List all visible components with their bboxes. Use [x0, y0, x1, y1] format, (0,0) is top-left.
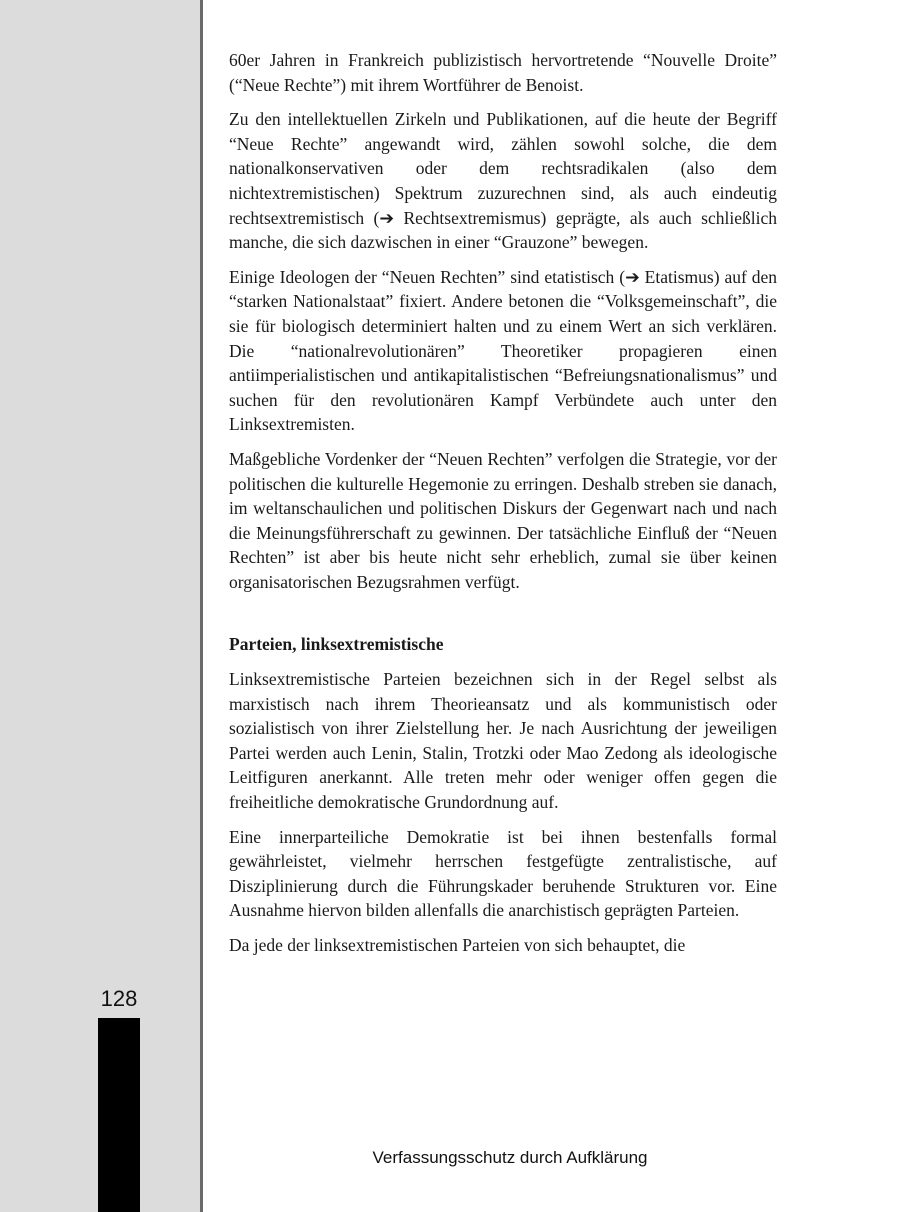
paragraph: Da jede der linksextremistischen Parteien von sich behauptet, die	[229, 935, 686, 955]
paragraph: Einige Ideologen der “Neuen Rechten” sind etatistisch (➔ Etatismus) auf den “starken Nationalstaat” fixiert. Andere betonen die “Volksgemeinschaft”, die sie für biologisch determiniert halten und zu einem Wert an sich verklären. Die “nationalrevolutionären” Theoretiker propagieren einen antiimperialistischen und antikapitalistischen “Befreiungsnationalismus” und suchen für den revolutionären Kampf Verbündete auch unter den Linksextremisten.	[229, 266, 777, 435]
paragraph: Linksextremistische Parteien bezeichnen sich in der Regel selbst als marxistisch nach ihrem Theorieansatz und als kommunistisch oder sozialistisch von ihrer Zielstellung her. Je nach Ausrichtung der jeweiligen Partei werden auch Lenin, Stalin, Trotzki oder Mao Zedong als ideologische Leitfiguren anerkannt. Alle treten mehr oder weniger offen gegen die freiheitliche demokratische Grundordnung auf.	[229, 669, 777, 813]
thumb-index-bar	[98, 1018, 140, 1212]
paragraph: Maßgebliche Vordenker der “Neuen Rechten” verfolgen die Strategie, vor der politischen die kulturelle Hegemonie zu erringen. Deshalb streben sie danach, im weltanschaulichen und politischen Diskurs der Gegenwart nach und nach die Meinungsführerschaft zu gewinnen. Der tatsächliche Einfluß der “Neuen Rechten” ist aber bis heute nicht sehr erheblich, zumal sie über keinen organisatorischen Bezugsrahmen verfügt.	[229, 448, 777, 592]
page-footer: Verfassungsschutz durch Aufklärung	[372, 1148, 648, 1167]
paragraph: Eine innerparteiliche Demokratie ist bei ihnen bestenfalls formal gewährleistet, vielmehr herrschen festgefügte zentralistische, auf Disziplinierung durch die Führungskader beruhende Strukturen vor. Eine Ausnahme hiervon bilden allenfalls die anarchistisch geprägten Parteien.	[229, 826, 777, 921]
page-number: 128	[100, 986, 138, 1011]
page-body	[229, 48, 777, 968]
paragraph: 60er Jahren in Frankreich publizistisch hervortretende “Nouvelle Droite” (“Neue Rechte”) mit ihrem Wortführer de Benoist.	[229, 50, 777, 95]
margin-divider-line	[200, 0, 203, 1212]
section-heading: Parteien, linksextremistische	[229, 634, 444, 655]
paragraph: Zu den intellektuellen Zirkeln und Publikationen, auf die heute der Begriff “Neue Rechte” angewandt wird, zählen sowohl solche, die dem nationalkonservativen oder dem rechtsradikalen (also dem nichtextremistischen) Spektrum zuzurechnen sind, als auch eindeutig rechtsextremistisch (➔ Rechtsextremismus) geprägte, als auch schließlich manche, die sich dazwischen in einer “Grauzone” bewegen.	[229, 109, 777, 253]
